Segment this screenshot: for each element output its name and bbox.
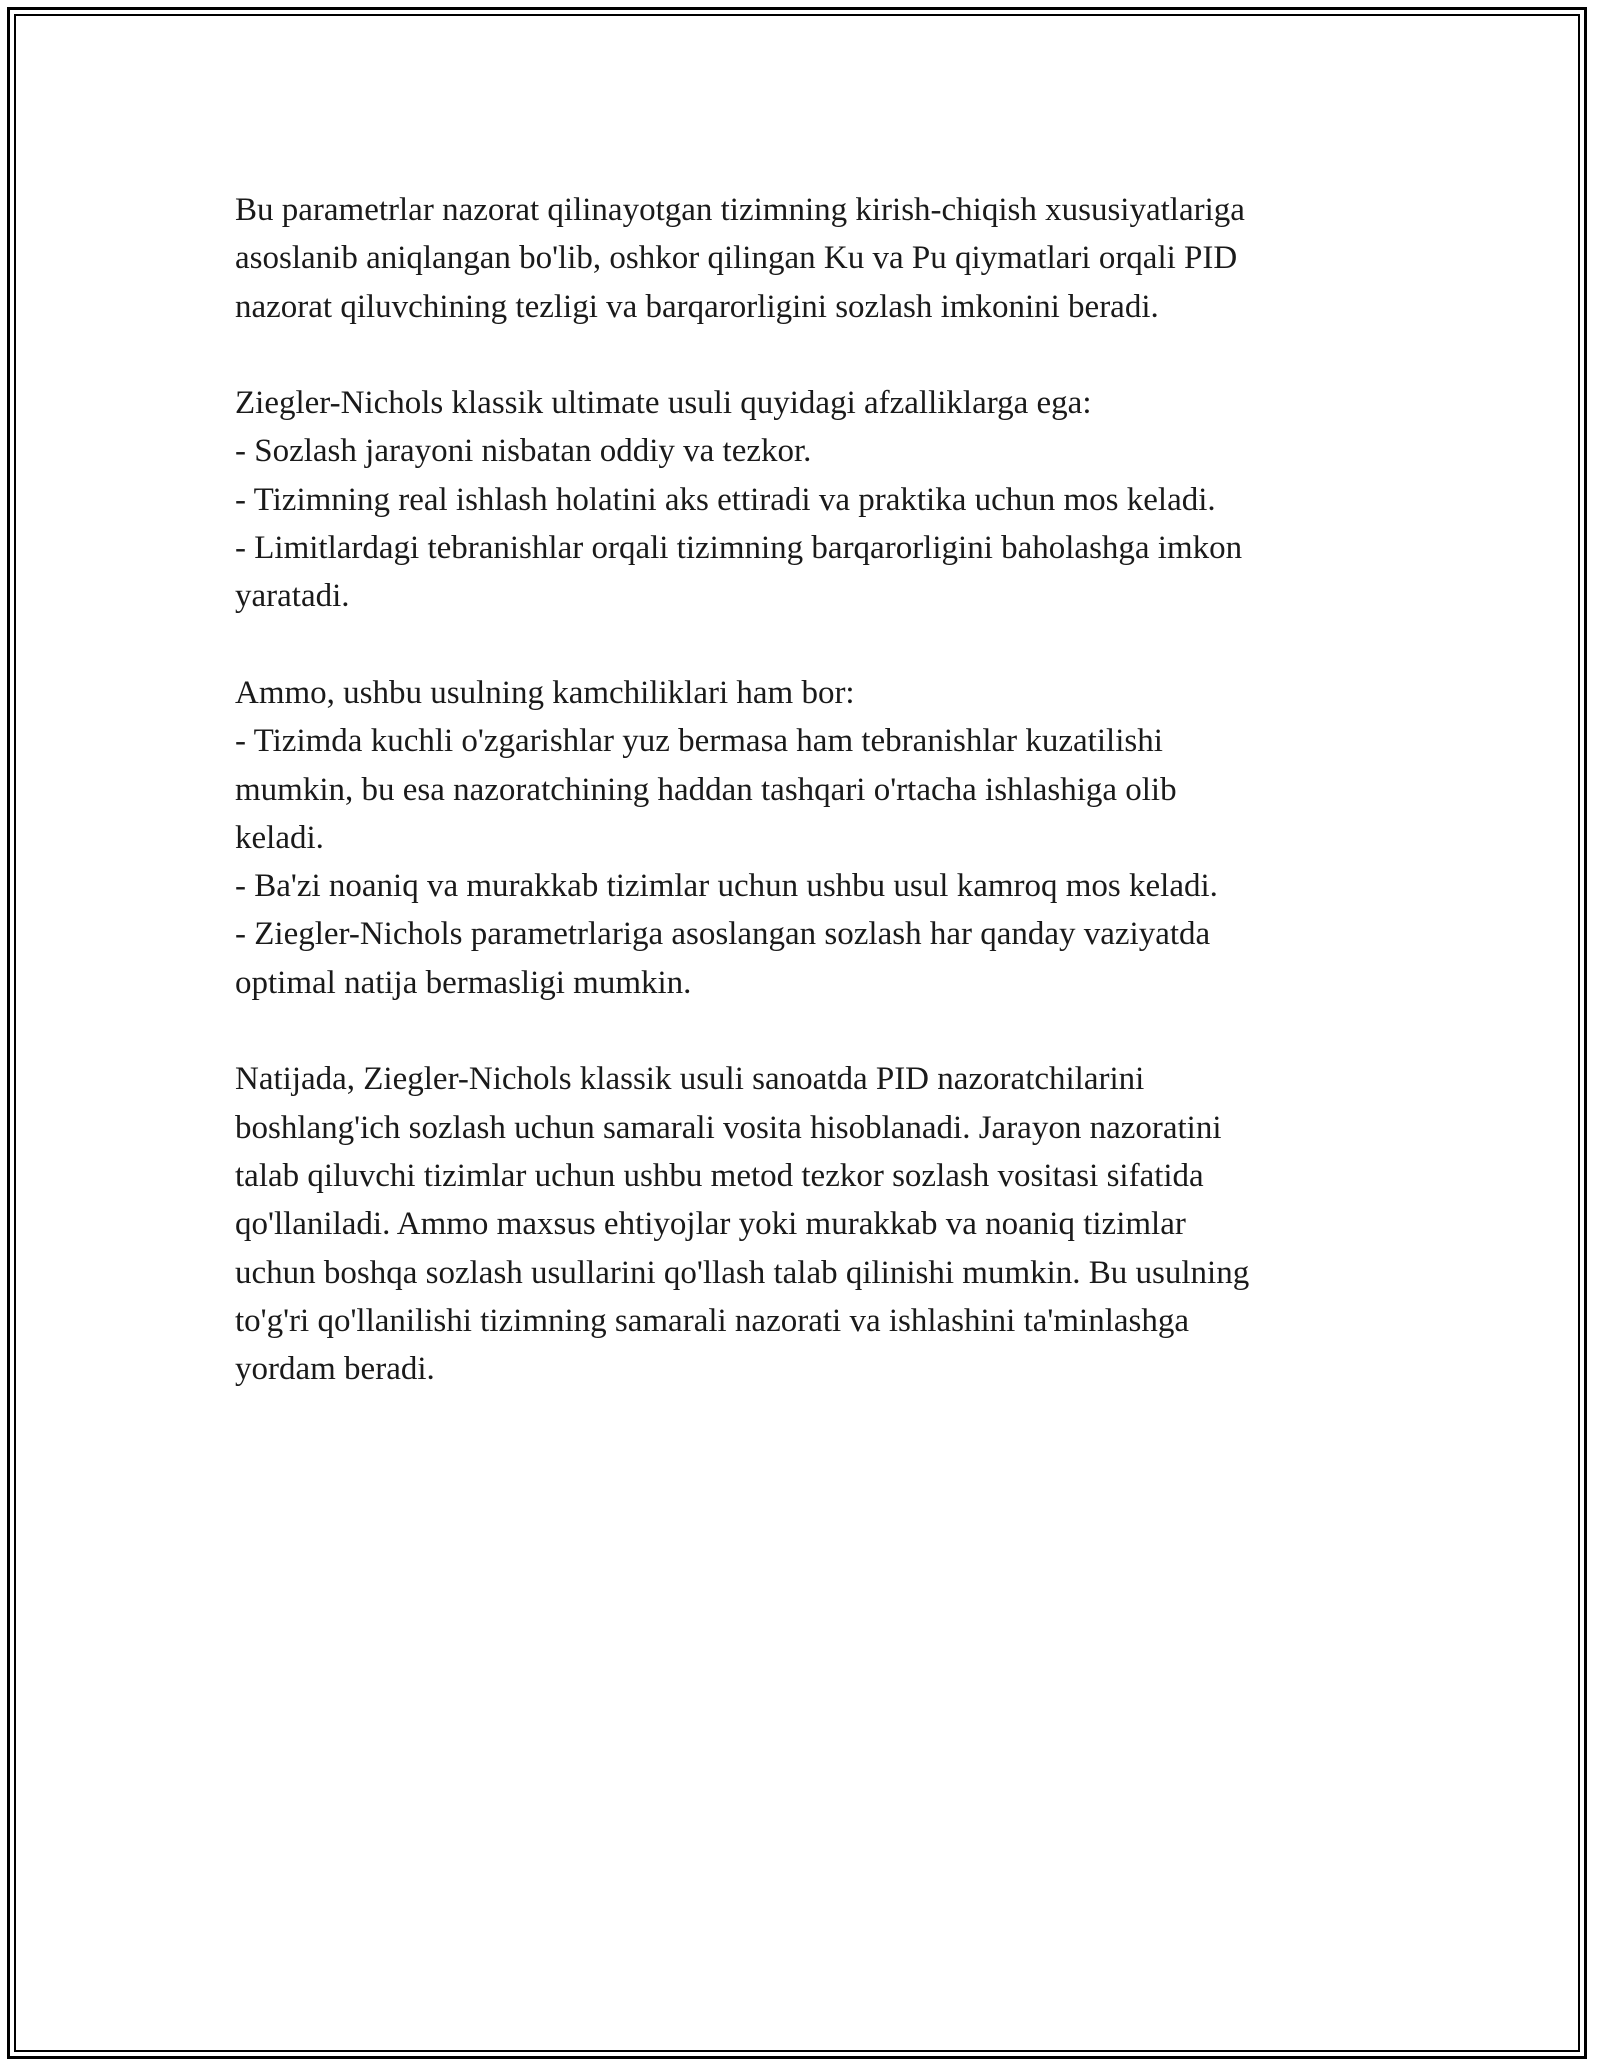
list-item: - Ziegler-Nichols parametrlariga asoslangan sozlash har qanday vaziyatda xyxy=(235,916,1211,953)
list-item: - Tizimda kuchli o'zgarishlar yuz bermasa ham tebranishlar kuzatilishi xyxy=(235,723,1163,760)
text-line: boshlang'ich sozlash uchun samarali vosita hisoblanadi. Jarayon nazoratini xyxy=(235,1109,1222,1146)
list-item: - Sozlash jarayoni nisbatan oddiy va tezkor. xyxy=(235,433,812,470)
text-line: keladi. xyxy=(235,819,324,856)
document-body xyxy=(235,186,1385,1442)
text-line: qo'llaniladi. Ammo maxsus ehtiyojlar yoki murakkab va noaniq tizimlar xyxy=(235,1206,1186,1243)
text-line: Natijada, Ziegler-Nichols klassik usuli sanoatda PID nazoratchilarini xyxy=(235,1061,1145,1098)
paragraph-advantages xyxy=(235,379,1385,620)
text-line: nazorat qiluvchining tezligi va barqarorligini sozlash imkonini beradi. xyxy=(235,288,1159,325)
text-line: talab qiluvchi tizimlar uchun ushbu metod tezkor sozlash vositasi sifatida xyxy=(235,1157,1204,1194)
paragraph-pid-parameters xyxy=(235,186,1385,331)
list-item: - Tizimning real ishlash holatini aks ettiradi va praktika uchun mos keladi. xyxy=(235,481,1216,518)
text-line: Bu parametrlar nazorat qilinayotgan tizimning kirish-chiqish xususiyatlariga xyxy=(235,192,1245,228)
text-line: asoslanib aniqlangan bo'lib, oshkor qilingan Ku va Pu qiymatlari orqali PID xyxy=(235,240,1238,277)
text-line: optimal natija bermasligi mumkin. xyxy=(235,964,692,1001)
paragraph-disadvantages xyxy=(235,669,1385,1007)
text-line: Ammo, ushbu usulning kamchiliklari ham bor: xyxy=(235,674,855,711)
paragraph-conclusion xyxy=(235,1055,1385,1393)
text-line: yaratadi. xyxy=(235,578,350,615)
text-line: uchun boshqa sozlash usullarini qo'llash talab qilinishi mumkin. Bu usulning xyxy=(235,1254,1250,1291)
text-line: to'g'ri qo'llanilishi tizimning samarali nazorati va ishlashini ta'minlashga xyxy=(235,1302,1190,1339)
text-line: yordam beradi. xyxy=(235,1351,435,1388)
text-line: mumkin, bu esa nazoratchining haddan tashqari o'rtacha ishlashiga olib xyxy=(235,771,1177,808)
list-item: - Ba'zi noaniq va murakkab tizimlar uchun ushbu usul kamroq mos keladi. xyxy=(235,868,1218,905)
list-item: - Limitlardagi tebranishlar orqali tizimning barqarorligini baholashga imkon xyxy=(235,530,1243,567)
text-line: Ziegler-Nichols klassik ultimate usuli quyidagi afzalliklarga ega: xyxy=(235,385,1092,422)
